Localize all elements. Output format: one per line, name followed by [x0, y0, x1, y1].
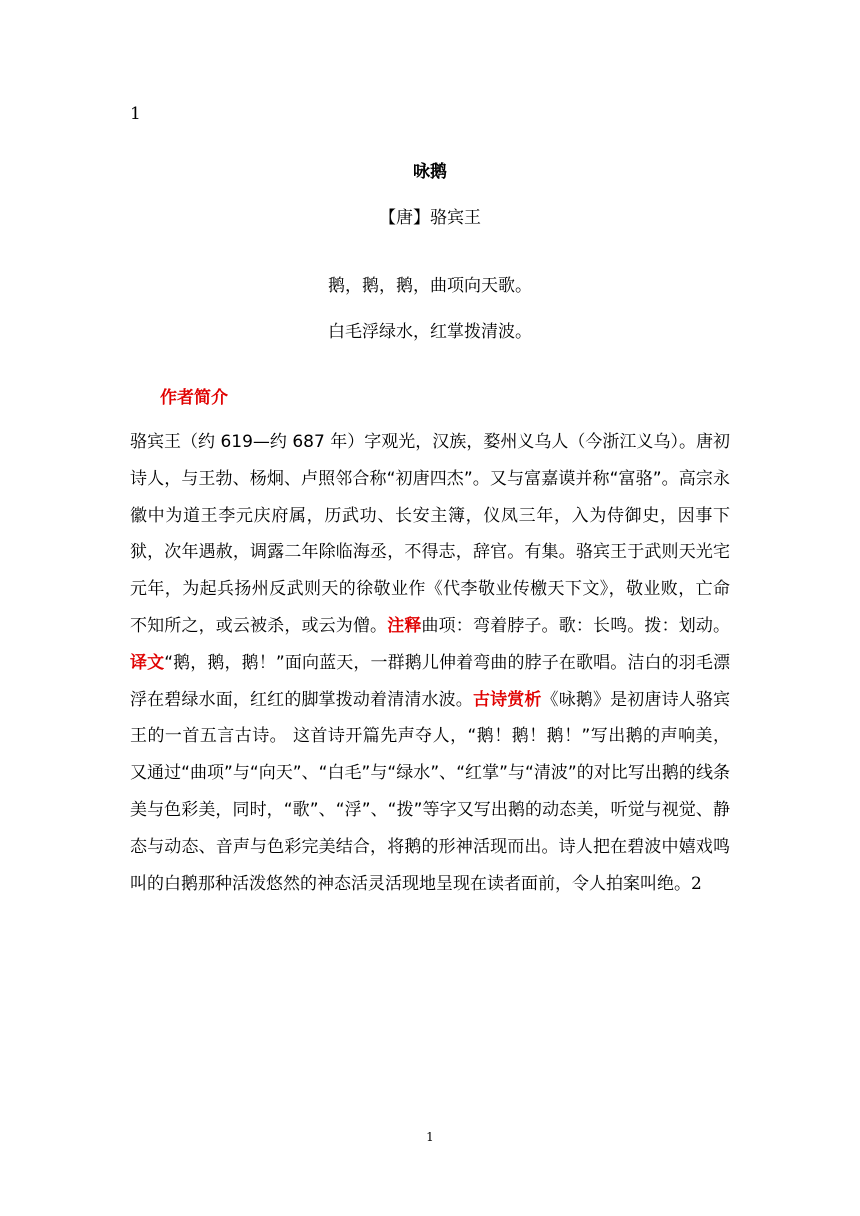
annotation-text: 曲项：弯着脖子。歌：长鸣。拨：划动。 — [421, 615, 731, 636]
poem-line: 白毛浮绿水，红掌拨清波。 — [328, 322, 532, 342]
body-paragraph — [130, 424, 730, 902]
author-intro-text: 骆宾王（约 619—约 687 年）字观光，汉族，婺州义乌人（今浙江义乌）。唐初诗人，与王勃、杨炯、卢照邻合称“初唐四杰”。又与富嘉谟并称“富骆”。高宗永徽中为道王李元庆府属，历武功、长安主簿，仪凤三年，入为侍御史，因事下狱，次年遇赦，调露二年除临海丞，不得志，辞官。有集。骆宾王于武则天光宅元年，为起兵扬州反武则天的徐敬业作《代李敬业传檄天下文》，敬业败，亡命不知所之，或云被杀，或云为僧。 — [130, 432, 730, 636]
footnote-marker: 2 — [691, 873, 702, 894]
appreciation-text: 《咏鹅》是初唐诗人骆宾王的一首五言古诗。 这首诗开篇先声夺人，“鹅！鹅！鹅！”写出鹅的声响美，又通过“曲项”与“向天”、“白毛”与“绿水”、“红掌”与“清波”的对比写出鹅的线条美与色彩美，同时，“歌”、“浮”、“拨”等字又写出鹅的动态美，听觉与视觉、静态与动态、音声与色彩完美结合，将鹅的形神活现而出。诗人把在碧波中嬉戏鸣叫的白鹅那种活泼悠然的神态活灵活现地呈现在读者面前，令人拍案叫绝。 — [130, 689, 731, 894]
annotation-label: 注释 — [387, 615, 422, 636]
section-heading-author-intro: 作者简介 — [160, 388, 228, 408]
poem-author: 【唐】骆宾王 — [379, 208, 481, 228]
page-marker: 1 — [130, 104, 141, 124]
poem-line: 鹅，鹅，鹅，曲项向天歌。 — [328, 276, 532, 296]
page-number: 1 — [426, 1130, 434, 1144]
appreciation-label: 古诗赏析 — [472, 689, 542, 710]
translation-text: “鹅，鹅，鹅！”面向蓝天，一群鹅儿伸着弯曲的脖子在歌唱。洁白的羽毛漂浮在碧绿水面，红红的脚掌拨动着清清水波。 — [130, 652, 730, 710]
translation-label: 译文 — [130, 652, 165, 673]
poem-title: 咏鹅 — [413, 162, 447, 182]
